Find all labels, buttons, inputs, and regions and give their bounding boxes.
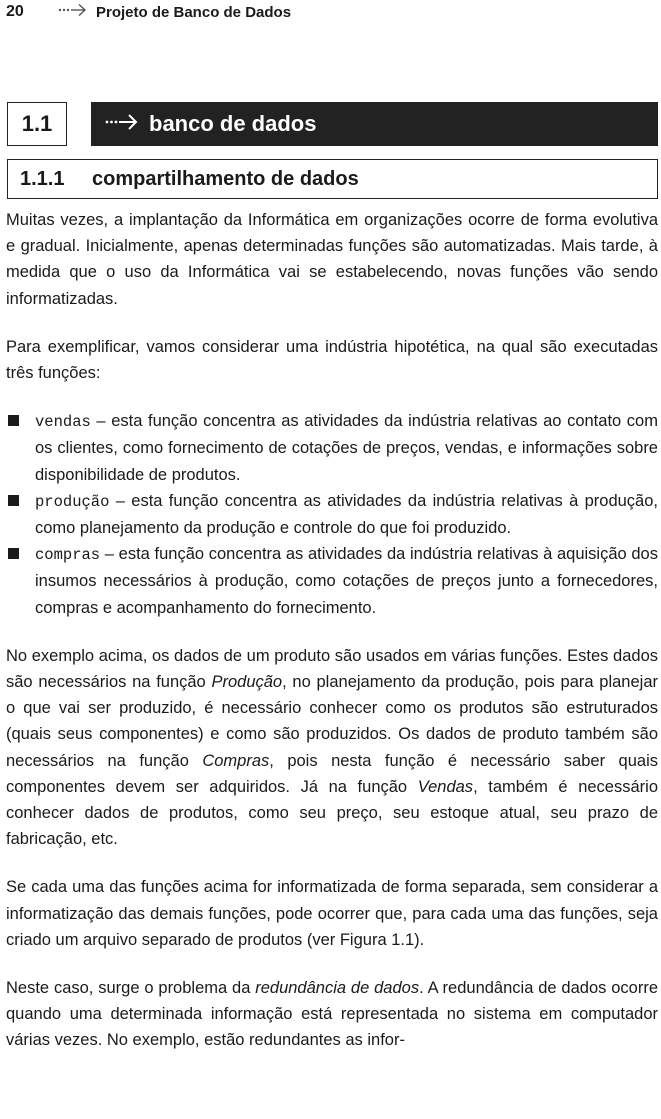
list-term: compras	[35, 546, 101, 565]
paragraph-intro: Muitas vezes, a implantação da Informática em organizações ocorre de forma evolutiva e gradual. Inicialmente, apenas determinadas funções são automatizadas. Mais tarde, à medida que o uso da Informática vai se estabelecendo, novas funções vão sendo informatizadas.	[6, 211, 658, 308]
page-number: 20	[6, 3, 24, 20]
section-title-bar	[91, 102, 658, 146]
section-title: banco de dados	[149, 111, 317, 136]
list-text: esta função concentra as atividades da indústria relativas à produção, como planejamento da produção e controle do que foi produzido.	[35, 491, 658, 538]
subsection-number: 1.1.1	[20, 167, 65, 190]
dotted-arrow-icon	[58, 3, 88, 22]
emphasis-compras: Compras	[202, 751, 270, 770]
paragraph-separate-files: Se cada uma das funções acima for informatizada de forma separada, sem considerar a informatização das demais funções, pode ocorrer que, para cada uma das funções, seja criado um arquivo separado de produtos (ver Figura 1.1).	[6, 878, 658, 949]
text-run: , no planejamento da produção, pois para planejar o que vai ser produzido, é necessário conhecer como os produtos são estruturados (quais seus componentes) e como são produzidos. Os dados de produto também são necessários na função	[6, 673, 658, 770]
list-item	[6, 488, 658, 541]
subsection-heading	[7, 159, 658, 199]
body-text	[6, 207, 658, 1076]
running-header	[6, 1, 291, 23]
square-bullet-icon	[8, 548, 19, 559]
text-run: , também é necessário conhecer dados de produtos, como seu preço, seu estoque atual, seu prazo de fabricação, etc.	[6, 777, 658, 849]
list-separator: –	[100, 545, 119, 564]
function-list	[6, 408, 658, 621]
text-run: No exemplo acima, os dados de um produto são usados em várias funções. Estes dados são necessários na função	[6, 646, 658, 692]
subsection-title: compartilhamento de dados	[92, 167, 359, 190]
list-separator: –	[90, 412, 112, 431]
list-item	[6, 408, 658, 488]
list-text: esta função concentra as atividades da indústria relativas à aquisição dos insumos necessários à produção, como cotações de preços junto a fornecedores, compras e acompanhamento do fornecimento.	[35, 545, 658, 617]
list-item	[6, 541, 658, 621]
dotted-arrow-icon	[105, 111, 139, 137]
emphasis-vendas: Vendas	[417, 777, 474, 796]
running-header-title: Projeto de Banco de Dados	[96, 3, 292, 21]
text-run: . A redundância de dados ocorre quando uma determinada informação está representada no sistema em computador várias vezes. No exemplo, estão redundantes as infor-	[6, 979, 658, 1050]
list-term: vendas	[35, 413, 91, 432]
list-separator: –	[109, 491, 132, 510]
square-bullet-icon	[8, 495, 19, 506]
text-run: , pois nesta função é necessário saber quais componentes devem ser adquiridos. Já na função	[6, 751, 658, 796]
section-number: 1.1	[7, 102, 67, 146]
paragraph-example: Para exemplificar, vamos considerar uma indústria hipotética, na qual são executadas três funções:	[6, 337, 658, 383]
text-run: Neste caso, surge o problema da	[6, 979, 256, 998]
list-text: esta função concentra as atividades da indústria relativas ao contato com os clientes, como fornecimento de cotações de preços, vendas, e informações sobre disponibilidade de produtos.	[35, 412, 658, 484]
paragraph-redundancy	[6, 975, 658, 1054]
emphasis-redundancia: redundância de dados	[255, 979, 420, 998]
paragraph-product-data	[6, 643, 658, 853]
list-term: produção	[35, 492, 110, 511]
emphasis-producao: Produção	[211, 673, 283, 692]
square-bullet-icon	[8, 415, 19, 426]
